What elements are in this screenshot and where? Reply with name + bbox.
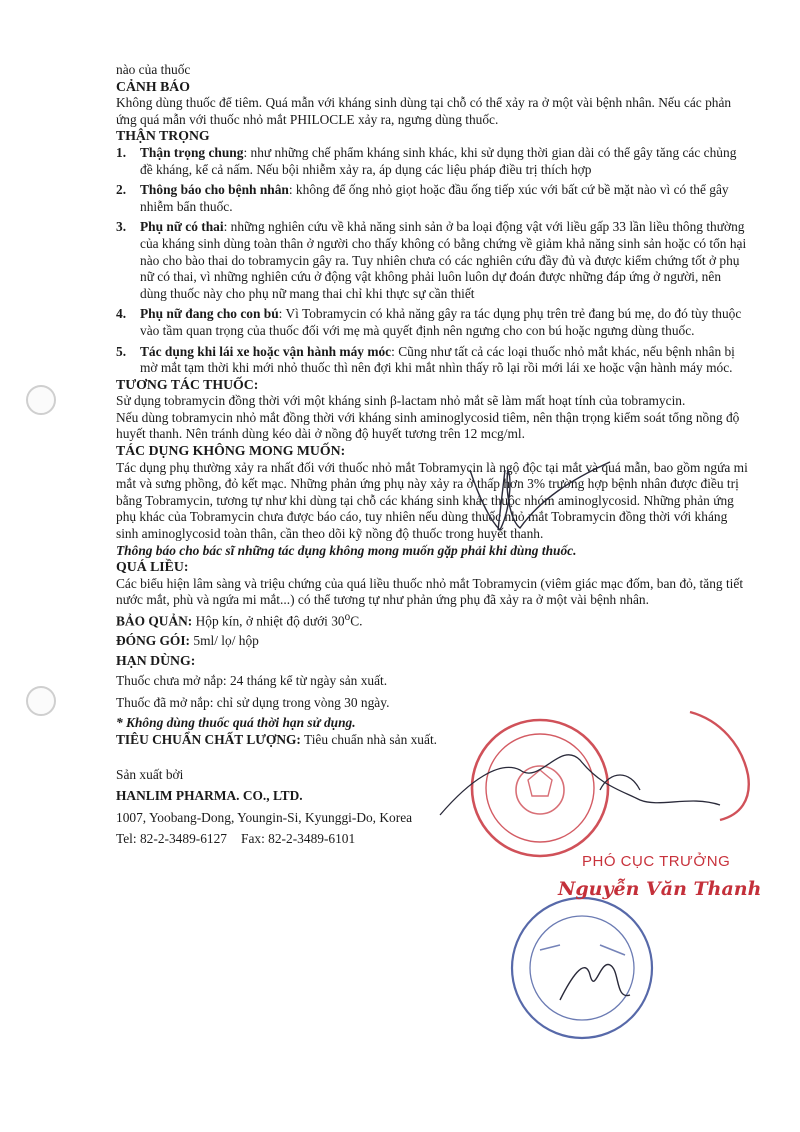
- tieu-chuan-label: TIÊU CHUẨN CHẤT LƯỢNG:: [116, 732, 301, 748]
- intro-line: nào của thuốc: [116, 62, 191, 77]
- item-text: : những nghiên cứu về khả năng sinh sản ở ba loại động vật với liều gấp 33 lần liều thông thường của kháng sinh dùng toàn thân ở người cho thấy không có bằng chứng về giảm khả năng sinh sản hoặc có tổn hại nào cho bào thai do tobramycin gây ra. Tuy nhiên chưa có các nghiên cứu đầy đủ và được kiểm chứng tốt ở phụ nữ có thai, vì những nghiên cứu ở động vật không phải luôn luôn dự đoán được những đáp ứng ở người, nên dùng thuốc này cho phụ nữ mang thai chỉ khi thực sự cần thiết: [140, 219, 747, 301]
- list-item: [116, 219, 748, 302]
- item-text: : không để ống nhỏ giọt hoặc đầu ống tiếp xúc với bất cứ bề mặt nào vì có thể gây nhiễm bẩn thuốc.: [140, 182, 729, 214]
- bao-quan-text: Hộp kín, ở nhiệt độ dưới 30: [192, 613, 345, 629]
- section-heading-tuong-tac: TƯƠNG TÁC THUỐC:: [116, 376, 259, 392]
- section-heading-tac-dung: TÁC DỤNG KHÔNG MONG MUỐN:: [116, 443, 346, 459]
- dong-goi-text: 5ml/ lọ/ hộp: [190, 633, 259, 649]
- tac-dung-note: Thông báo cho bác sĩ những tác dụng không mong muốn gặp phải khi dùng thuốc.: [116, 542, 577, 558]
- item-number: 5.: [116, 343, 127, 359]
- list-item: [116, 344, 748, 377]
- bao-quan-unit: C.: [350, 613, 363, 629]
- manufacturer-name: HANLIM PHARMA. CO., LTD.: [116, 788, 303, 804]
- item-number: 3.: [116, 219, 127, 235]
- item-label: Tác dụng khi lái xe hoặc vận hành máy móc: [140, 343, 392, 359]
- fax: Fax: 82-2-3489-6101: [241, 831, 356, 847]
- item-number: 2.: [116, 182, 127, 198]
- list-item: [116, 145, 748, 178]
- section-heading-canh-bao: CẢNH BÁO: [116, 78, 190, 94]
- item-label: Phụ nữ đang cho con bú: [140, 306, 279, 322]
- item-text: : như những chế phẩm kháng sinh khác, khi sử dụng thời gian dài có thể gây tăng các chủng đề kháng, kể cả nấm. Nếu bội nhiễm xảy ra, áp dụng các liệu pháp điều trị thích hợp: [140, 144, 737, 177]
- list-item: [116, 306, 748, 339]
- blue-seal-icon: [512, 898, 652, 1038]
- item-number: 1.: [116, 144, 127, 160]
- tac-dung-text: Tác dụng phụ thường xảy ra nhất đối với thuốc nhỏ mắt Tobramycin là ngộ độc tại mắt và quá mẫn, bao gồm ngứa mi mắt và sưng phồng, đỏ kết mạc. Những phản ứng phụ này xảy ra ở thấp hơn 3% trường hợp bệnh nhân được điều trị bằng Tobramycin, tương tự như khi dùng tại chỗ các kháng sinh khác thuộc nhóm aminoglycosid. Những phản ứng phụ khác của Tobramycin chưa được báo cáo, tuy nhiên nếu dùng thuốc nhỏ mắt Tobramycin đồng thời với kháng sinh aminoglycosid toàn thân, cần theo dõi kỹ nồng độ thuốc trong huyết thanh.: [116, 459, 748, 542]
- item-text: : Vì Tobramycin có khả năng gây ra tác dụng phụ trên trẻ đang bú mẹ, do đó tùy thuộc vào tầm quan trọng của thuốc đối với mẹ mà quyết định nên ngưng cho con bú hoặc ngưng dùng thuốc.: [140, 306, 742, 338]
- han-dung-line1: Thuốc chưa mở nắp: 24 tháng kể từ ngày sản xuất.: [116, 673, 388, 689]
- tieu-chuan-text: Tiêu chuẩn nhà sản xuất.: [300, 732, 438, 748]
- degree-mark: o: [344, 611, 351, 623]
- list-item: [116, 182, 748, 215]
- blue-signature-icon: [560, 965, 630, 1000]
- canh-bao-text: Không dùng thuốc để tiêm. Quá mẫn với kháng sinh dùng tại chỗ có thể xảy ra ở một vài bệnh nhân. Nếu các phản ứng quá mẫn với thuốc nhỏ mắt PHILOCLE xảy ra, ngưng dùng thuốc.: [116, 95, 732, 127]
- signatory-title: PHÓ CỤC TRƯỞNG: [582, 853, 731, 870]
- manufacturer-phone: [116, 831, 748, 848]
- item-label: Thận trọng chung: [140, 144, 244, 160]
- section-heading-than-trong: THẬN TRỌNG: [116, 128, 210, 144]
- qua-lieu-text: Các biểu hiện lâm sàng và triệu chứng của quá liều thuốc nhỏ mắt Tobramycin (viêm giác mạc đốm, ban đỏ, tăng tiết nước mắt, phù và ngứa mi mắt...) có thể tương tự như phản ứng phụ đã xảy ra ở một vài bệnh nhân.: [116, 575, 744, 608]
- section-heading-qua-lieu: QUÁ LIỀU:: [116, 559, 189, 575]
- tieu-chuan-line: [116, 732, 748, 749]
- tuong-tac-p1: Sử dụng tobramycin đồng thời với một kháng sinh β-lactam nhỏ mắt sẽ làm mất hoạt tính của tobramycin.: [116, 393, 686, 409]
- punch-hole: [26, 385, 56, 415]
- tuong-tac-p2: Nếu dùng tobramycin nhỏ mắt đồng thời với kháng sinh aminoglycosid tiêm, nên thận trọng kiểm soát tổng nồng độ huyết thanh. Nên tránh dùng kéo dài ở nồng độ huyết tương trên 12 mcg/ml.: [116, 409, 740, 442]
- item-label: Phụ nữ có thai: [140, 219, 224, 235]
- punch-hole: [26, 686, 56, 716]
- item-label: Thông báo cho bệnh nhân: [140, 182, 289, 198]
- section-heading-han-dung: HẠN DÙNG:: [116, 652, 196, 668]
- dong-goi-label: ĐÓNG GÓI:: [116, 633, 191, 649]
- manufacturer-address: 1007, Yoobang-Dong, Youngin-Si, Kyunggi-Do, Korea: [116, 809, 413, 825]
- manufacturer-by: Sản xuất bởi: [116, 766, 184, 782]
- signatory-name: Nguyễn Văn Thanh: [558, 878, 762, 900]
- bao-quan-line: [116, 609, 748, 630]
- item-number: 4.: [116, 306, 127, 322]
- bao-quan-label: BẢO QUẢN:: [116, 613, 193, 629]
- document-body: [116, 62, 748, 848]
- han-dung-line2: Thuốc đã mở nắp: chỉ sử dụng trong vòng 30 ngày.: [116, 694, 390, 710]
- dong-goi-line: [116, 633, 748, 650]
- tel: Tel: 82-2-3489-6127: [116, 831, 228, 847]
- item-text: : Cũng như tất cả các loại thuốc nhỏ mắt khác, nếu bệnh nhân bị mờ mắt tạm thời khi mới nhỏ thuốc thì nên đợi khi mắt nhìn thấy rõ lại rồi mới lái xe hoặc vận hành máy móc.: [140, 343, 735, 376]
- han-dung-line3: * Không dùng thuốc quá thời hạn sử dụng.: [116, 715, 356, 731]
